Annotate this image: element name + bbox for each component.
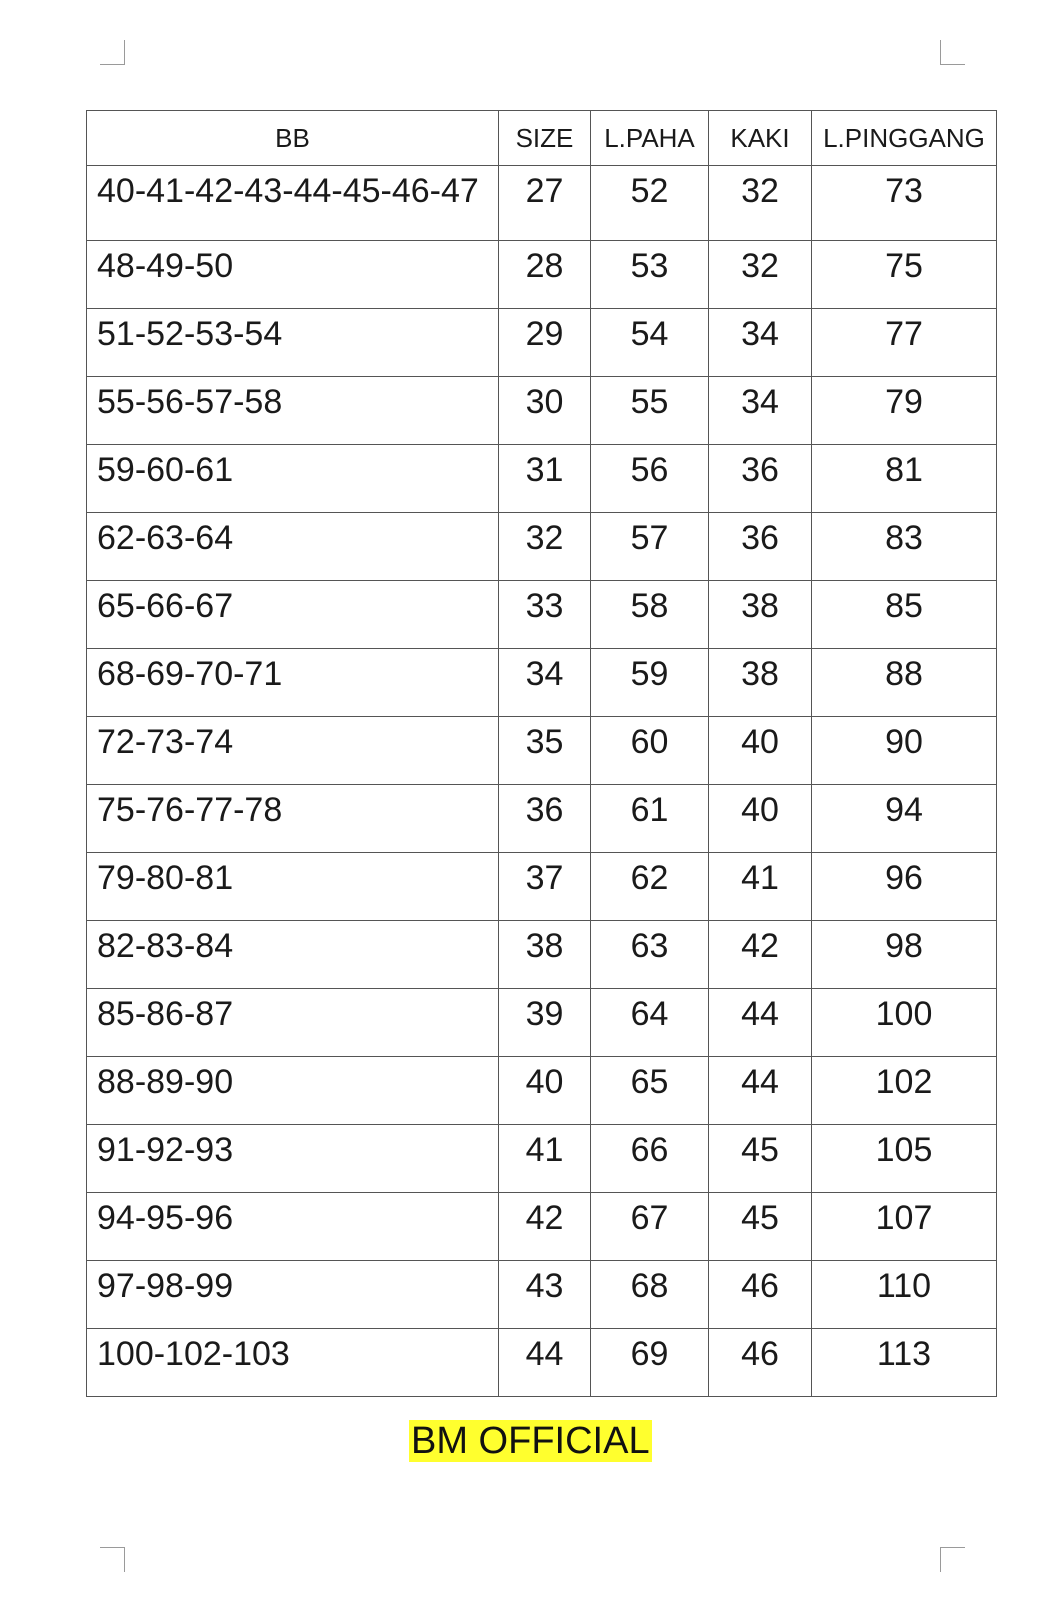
cell-lingkar-pinggang: 94 <box>812 785 997 853</box>
cell-lingkar-pinggang: 100 <box>812 989 997 1057</box>
cell-lingkar-paha: 63 <box>591 921 709 989</box>
cell-bb: 59-60-61 <box>87 445 499 513</box>
cell-bb: 88-89-90 <box>87 1057 499 1125</box>
cell-lingkar-pinggang: 88 <box>812 649 997 717</box>
cell-size: 28 <box>499 241 591 309</box>
cell-bb: 62-63-64 <box>87 513 499 581</box>
table-row <box>87 309 997 377</box>
table-row <box>87 785 997 853</box>
cell-bb: 48-49-50 <box>87 241 499 309</box>
size-chart-table <box>86 110 997 1397</box>
cell-lingkar-paha: 64 <box>591 989 709 1057</box>
cell-kaki: 32 <box>709 241 812 309</box>
cell-size: 29 <box>499 309 591 377</box>
cell-bb: 91-92-93 <box>87 1125 499 1193</box>
page-corner-mark-top-left <box>100 40 125 65</box>
cell-kaki: 45 <box>709 1125 812 1193</box>
cell-size: 36 <box>499 785 591 853</box>
cell-lingkar-pinggang: 90 <box>812 717 997 785</box>
page-corner-mark-bottom-left <box>100 1547 125 1572</box>
cell-size: 40 <box>499 1057 591 1125</box>
cell-lingkar-paha: 69 <box>591 1329 709 1397</box>
header-lingkar-pinggang: L.PINGGANG <box>812 111 997 166</box>
cell-kaki: 42 <box>709 921 812 989</box>
cell-bb: 65-66-67 <box>87 581 499 649</box>
cell-lingkar-paha: 52 <box>591 166 709 241</box>
cell-bb: 100-102-103 <box>87 1329 499 1397</box>
table-row <box>87 445 997 513</box>
cell-size: 38 <box>499 921 591 989</box>
cell-lingkar-pinggang: 79 <box>812 377 997 445</box>
cell-lingkar-pinggang: 102 <box>812 1057 997 1125</box>
table-row <box>87 1125 997 1193</box>
table-row <box>87 377 997 445</box>
cell-kaki: 40 <box>709 717 812 785</box>
cell-size: 30 <box>499 377 591 445</box>
brand-label: BM OFFICIAL <box>411 1420 650 1462</box>
cell-lingkar-pinggang: 75 <box>812 241 997 309</box>
cell-lingkar-paha: 66 <box>591 1125 709 1193</box>
cell-lingkar-paha: 62 <box>591 853 709 921</box>
cell-lingkar-pinggang: 110 <box>812 1261 997 1329</box>
cell-bb: 72-73-74 <box>87 717 499 785</box>
cell-size: 37 <box>499 853 591 921</box>
cell-size: 43 <box>499 1261 591 1329</box>
cell-lingkar-paha: 57 <box>591 513 709 581</box>
cell-lingkar-pinggang: 113 <box>812 1329 997 1397</box>
cell-lingkar-pinggang: 73 <box>812 166 997 241</box>
cell-size: 34 <box>499 649 591 717</box>
cell-kaki: 36 <box>709 513 812 581</box>
cell-lingkar-paha: 65 <box>591 1057 709 1125</box>
cell-lingkar-pinggang: 85 <box>812 581 997 649</box>
table-row <box>87 1057 997 1125</box>
table-row <box>87 513 997 581</box>
cell-bb: 82-83-84 <box>87 921 499 989</box>
cell-bb: 51-52-53-54 <box>87 309 499 377</box>
table-body <box>87 166 997 1397</box>
cell-size: 44 <box>499 1329 591 1397</box>
cell-size: 27 <box>499 166 591 241</box>
cell-lingkar-paha: 55 <box>591 377 709 445</box>
cell-kaki: 44 <box>709 1057 812 1125</box>
cell-bb: 68-69-70-71 <box>87 649 499 717</box>
cell-lingkar-pinggang: 98 <box>812 921 997 989</box>
table-row <box>87 1261 997 1329</box>
table-row <box>87 717 997 785</box>
cell-lingkar-paha: 59 <box>591 649 709 717</box>
cell-lingkar-pinggang: 83 <box>812 513 997 581</box>
cell-bb: 75-76-77-78 <box>87 785 499 853</box>
cell-lingkar-paha: 61 <box>591 785 709 853</box>
cell-size: 35 <box>499 717 591 785</box>
cell-size: 33 <box>499 581 591 649</box>
cell-size: 39 <box>499 989 591 1057</box>
table-header-row <box>87 111 997 166</box>
cell-size: 42 <box>499 1193 591 1261</box>
header-bb: BB <box>87 111 499 166</box>
table-row <box>87 649 997 717</box>
header-size: SIZE <box>499 111 591 166</box>
cell-kaki: 46 <box>709 1329 812 1397</box>
table-row <box>87 921 997 989</box>
cell-lingkar-paha: 53 <box>591 241 709 309</box>
cell-kaki: 34 <box>709 309 812 377</box>
cell-size: 32 <box>499 513 591 581</box>
cell-lingkar-pinggang: 107 <box>812 1193 997 1261</box>
cell-lingkar-paha: 58 <box>591 581 709 649</box>
table-row <box>87 989 997 1057</box>
cell-size: 41 <box>499 1125 591 1193</box>
cell-kaki: 40 <box>709 785 812 853</box>
cell-bb: 79-80-81 <box>87 853 499 921</box>
cell-bb: 40-41-42-43-44-45-46-47 <box>87 166 499 241</box>
table-row <box>87 581 997 649</box>
cell-kaki: 45 <box>709 1193 812 1261</box>
cell-lingkar-pinggang: 96 <box>812 853 997 921</box>
cell-lingkar-pinggang: 105 <box>812 1125 997 1193</box>
cell-lingkar-paha: 68 <box>591 1261 709 1329</box>
cell-bb: 94-95-96 <box>87 1193 499 1261</box>
cell-kaki: 38 <box>709 581 812 649</box>
header-kaki: KAKI <box>709 111 812 166</box>
cell-lingkar-pinggang: 77 <box>812 309 997 377</box>
cell-lingkar-paha: 54 <box>591 309 709 377</box>
cell-bb: 85-86-87 <box>87 989 499 1057</box>
cell-kaki: 34 <box>709 377 812 445</box>
cell-bb: 97-98-99 <box>87 1261 499 1329</box>
cell-kaki: 32 <box>709 166 812 241</box>
cell-size: 31 <box>499 445 591 513</box>
cell-kaki: 36 <box>709 445 812 513</box>
table-row <box>87 166 997 241</box>
header-lingkar-paha: L.PAHA <box>591 111 709 166</box>
table-row <box>87 1329 997 1397</box>
page-corner-mark-top-right <box>940 40 965 65</box>
page-corner-mark-bottom-right <box>940 1547 965 1572</box>
table-row <box>87 853 997 921</box>
cell-lingkar-paha: 67 <box>591 1193 709 1261</box>
cell-bb: 55-56-57-58 <box>87 377 499 445</box>
cell-lingkar-pinggang: 81 <box>812 445 997 513</box>
cell-kaki: 44 <box>709 989 812 1057</box>
cell-kaki: 38 <box>709 649 812 717</box>
cell-kaki: 46 <box>709 1261 812 1329</box>
cell-kaki: 41 <box>709 853 812 921</box>
cell-lingkar-paha: 60 <box>591 717 709 785</box>
cell-lingkar-paha: 56 <box>591 445 709 513</box>
table-row <box>87 1193 997 1261</box>
table-row <box>87 241 997 309</box>
